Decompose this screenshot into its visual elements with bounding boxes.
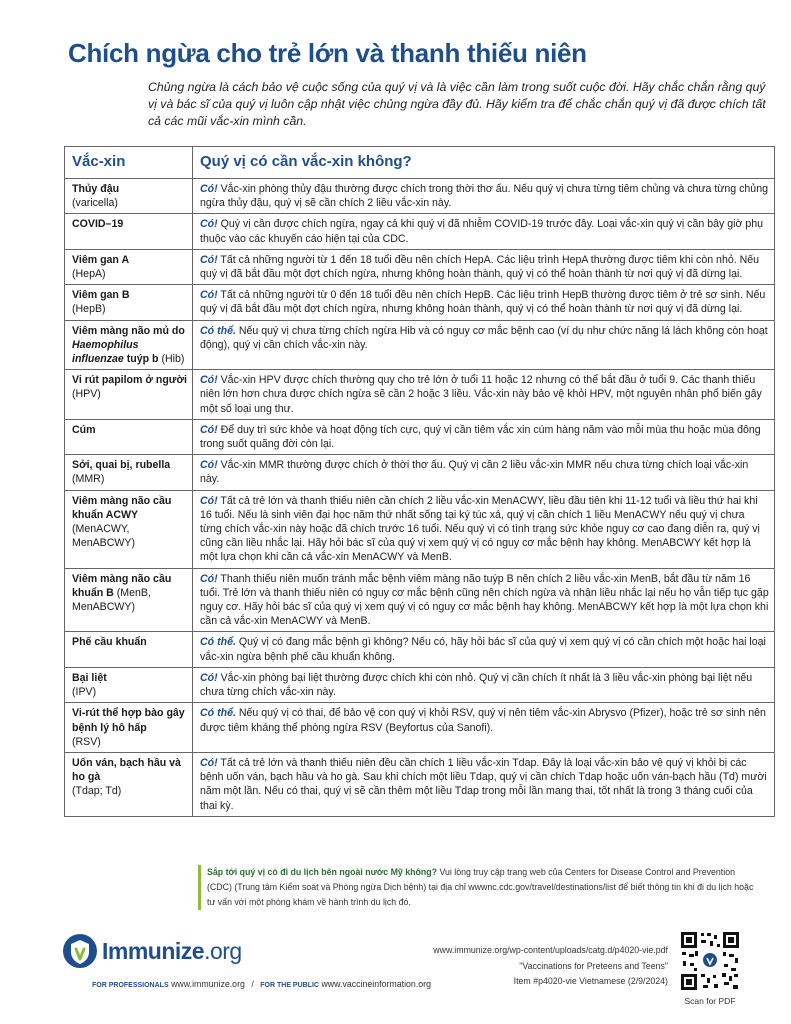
intro-paragraph: Chủng ngừa là cách bảo vệ cuộc sống của quý vị và là việc cần làm trong suốt cuộc đời. Hãy chắc chắn rằng quý vị và bác sĩ của quý vị luôn cập nhật việc chủng ngừa đầy đủ. Hãy kiểm tra để chắc chắn quý vị đã được chích tất cả các mũi vắc-xin mình cần. bbox=[148, 80, 766, 128]
vaccine-abbrev: (MenACWY, MenABCWY) bbox=[72, 523, 135, 550]
answer-text: Tất cả trẻ lớn và thanh thiếu niên cần chích 2 liều vắc-xin MenACWY, liều đầu tiên khi 11-12 tuổi và liều thứ hai khi 16 tuổi. Nếu là sinh viên đại học năm thứ nhất sống tại ký túc xá, quý vị cần chích 1 liều MenACWY nếu quý vị chưa từng chích vắc-xin này hoặc đã chích trước 16 tuổi. Nếu quý vị có tình trạng sức khỏe nguy cơ cao đang diễn ra, quý vị cũng cần liều nhắc lại. Hãy hỏi bác sĩ của quý vị xem quý vị có nguy cơ mắc bệnh hay không. MenABCWY kết hợp là một lựa chọn khi cần cả vắc-xin MenACWY và MenB. bbox=[200, 494, 760, 564]
vaccine-name: Vi-rút thể hợp bào gây bệnh lý hô hấp bbox=[72, 707, 185, 734]
table-row bbox=[65, 703, 775, 753]
footer-links bbox=[92, 979, 431, 989]
answer-label: Có! bbox=[200, 374, 218, 387]
doc-title: "Vaccinations for Preteens and Teens" bbox=[519, 960, 668, 971]
vaccine-cell bbox=[65, 285, 193, 320]
table-row bbox=[65, 320, 775, 370]
answer-label: Có! bbox=[200, 183, 218, 195]
logo-text bbox=[102, 938, 242, 965]
header-vaccine: Vắc-xin bbox=[65, 147, 193, 179]
answer-label: Có thể. bbox=[200, 707, 236, 720]
table-row bbox=[65, 370, 775, 420]
answer-text: Vắc-xin MMR thường được chích ở thời thơ ấu. Quý vị cần 2 liều vắc-xin MMR nếu chưa từng chích loại vắc-xin này. bbox=[200, 459, 749, 486]
vaccine-table bbox=[64, 146, 775, 817]
answer-label: Có! bbox=[200, 572, 218, 585]
vaccine-abbrev: (Hib) bbox=[158, 353, 185, 366]
answer-cell bbox=[193, 249, 775, 284]
answer-label: Có! bbox=[200, 671, 218, 684]
vaccine-abbrev: (MMR) bbox=[72, 473, 105, 486]
vaccine-name: COVID–19 bbox=[72, 218, 124, 231]
vaccine-abbrev: (HepB) bbox=[72, 303, 106, 316]
vaccine-cell bbox=[65, 568, 193, 632]
vaccine-name-italic: Haemophilus influenzae bbox=[72, 338, 139, 366]
vaccine-abbrev: (RSV) bbox=[72, 735, 101, 748]
vaccine-name: Viêm màng não cầu khuẩn ACWY bbox=[72, 494, 172, 521]
answer-text: Quý vị có đang mắc bệnh gì không? Nếu có, hãy hỏi bác sĩ của quý vị xem quý vị có cần chích một hoặc hai loại vắc-xin ngừa bệnh phế cầu khuẩn không. bbox=[200, 636, 766, 663]
immunize-logo[interactable] bbox=[62, 933, 242, 969]
vaccine-abbrev: (varicella) bbox=[72, 197, 118, 210]
item-number: Item #p4020-vie Vietnamese (2/9/2024) bbox=[513, 976, 668, 986]
table-row bbox=[65, 249, 775, 284]
vaccine-cell bbox=[65, 703, 193, 753]
vaccine-name: Viêm gan A bbox=[72, 253, 130, 266]
table-row bbox=[65, 568, 775, 632]
answer-text: Vắc-xin phòng thủy đậu thường được chích trong thời thơ ấu. Nếu quý vị chưa từng tiêm chủng và chưa từng chủng ngừa thủy đậu, quý vị sẽ cần chích 2 liều vắc-xin này. bbox=[200, 183, 768, 210]
vaccine-abbrev: (HPV) bbox=[72, 388, 101, 401]
vaccine-abbrev: (HepA) bbox=[72, 268, 106, 281]
vaccine-cell bbox=[65, 455, 193, 490]
vaccine-name-suffix: tuýp b bbox=[123, 353, 159, 366]
answer-text: Vắc-xin HPV được chích thường quy cho trẻ lớn ở tuổi 11 hoặc 12 nhưng có thể bắt đầu ở tuổi 9. Các thanh thiếu niên lớn hơn chưa được chích ngừa sẽ cần 2 hoặc 3 liều. Vắc-xin này bảo vệ khỏi HPV, một nguyên nhân phổ biến gây một số loại ung thư. bbox=[200, 374, 762, 415]
vaccine-name: Sởi, quai bị, rubella bbox=[72, 459, 171, 472]
public-label: FOR THE PUBLIC bbox=[260, 982, 319, 989]
answer-text: Nếu quý vị chưa từng chích ngừa Hib và có nguy cơ mắc bệnh cao (ví dụ như chức năng lá lách không còn hoạt động), quý vị cần chích vắc-xin này. bbox=[200, 324, 768, 351]
syringe-shield-icon bbox=[62, 933, 98, 969]
table-row bbox=[65, 419, 775, 454]
vaccine-cell bbox=[65, 320, 193, 370]
travel-question: Sắp tới quý vị có đi du lịch bên ngoài nước Mỹ không? bbox=[207, 867, 438, 877]
pro-label: FOR PROFESSIONALS bbox=[92, 982, 169, 989]
page-title: Chích ngừa cho trẻ lớn và thanh thiếu niên bbox=[68, 38, 587, 68]
table-row bbox=[65, 179, 775, 214]
vaccine-name: Bại liệt bbox=[72, 671, 107, 684]
vaccine-name: Phế cầu khuẩn bbox=[72, 636, 147, 649]
answer-label: Có! bbox=[200, 459, 218, 472]
answer-cell bbox=[193, 703, 775, 753]
answer-cell bbox=[193, 752, 775, 816]
table-row bbox=[65, 752, 775, 816]
vaccine-cell bbox=[65, 179, 193, 214]
table-row bbox=[65, 667, 775, 702]
table-header-row bbox=[65, 147, 775, 179]
answer-label: Có! bbox=[200, 756, 218, 769]
table-row bbox=[65, 455, 775, 490]
answer-label: Có! bbox=[200, 423, 218, 436]
answer-cell bbox=[193, 667, 775, 702]
answer-text: Để duy trì sức khỏe và hoạt động tích cực, quý vị cần tiêm vắc xin cúm hàng năm vào mỗi mùa thu hoặc mùa đông trong suốt quãng đời còn lại. bbox=[200, 423, 761, 451]
vaccine-cell bbox=[65, 419, 193, 454]
vaccine-cell bbox=[65, 249, 193, 284]
answer-text: Vắc-xin phòng bại liệt thường được chích khi còn nhỏ. Quý vị cần chích ít nhất là 3 liều vắc-xin phòng bại liệt nếu chưa từng chích vắc-xin này. bbox=[200, 671, 753, 699]
answer-text: Nếu quý vị có thai, để bảo vệ con quý vị khỏi RSV, quý vị nên tiêm vắc-xin Abrysvo (Pfizer), hoặc trẻ sơ sinh nên được tiêm kháng thể phòng ngừa RSV (Beyfortus của Sanofi). bbox=[200, 707, 766, 734]
vaccine-cell bbox=[65, 490, 193, 568]
answer-text: Tất cả trẻ lớn và thanh thiếu niên đều cần chích 1 liều vắc-xin Tdap. Đây là loại vắc-xin bảo vệ quý vị khỏi bị các bệnh uốn ván, bạch hầu và ho gà. Sau khi chích một liều Tdap, quý vị cần chích Tdap hoặc uốn ván-bạch hầu (Td) mười năm một lần. Nếu có thai, quý vị sẽ cần thêm một liều Tdap trong mỗi lần mang thai, tốt nhất là trong 3 tháng cuối của thai kỳ. bbox=[200, 756, 767, 812]
answer-cell bbox=[193, 320, 775, 370]
table-row bbox=[65, 490, 775, 568]
travel-text: Vui lòng truy cập trang web của Centers for Disease Control and Prevention (CDC) (Trung tâm Kiểm soát và Phòng ngừa Dịch bệnh) tại địa chỉ wwwnc.cdc.gov/travel/destinations/list để biết thông tin khi đi du lịch hoặc tư vấn với một phòng khám về hành trình du lịch đó. bbox=[207, 867, 754, 907]
scan-label: Scan for PDF bbox=[684, 996, 736, 1006]
answer-label: Có! bbox=[200, 218, 218, 231]
answer-text: Tất cả những người từ 1 đến 18 tuổi đều nên chích HepA. Các liệu trình HepA thường được tiêm khi còn nhỏ. Nếu quý vị đã bắt đầu một đợt chích ngừa, nhưng không hoàn thành, quý vị có thể hoàn thành từ nơi quý vị đã dừng lại. bbox=[200, 253, 760, 281]
table-row bbox=[65, 632, 775, 667]
vaccine-name: Viêm gan B bbox=[72, 289, 130, 302]
vaccine-name: Vi rút papilom ở người bbox=[72, 374, 187, 387]
answer-label: Có! bbox=[200, 494, 218, 507]
answer-cell bbox=[193, 568, 775, 632]
vaccine-name: Cúm bbox=[72, 423, 96, 436]
logo-org: .org bbox=[204, 937, 242, 964]
vaccine-abbrev: (Tdap; Td) bbox=[72, 785, 122, 798]
vaccine-abbrev: (IPV) bbox=[72, 686, 97, 699]
answer-label: Có! bbox=[200, 289, 218, 302]
answer-text: Tất cả những người từ 0 đến 18 tuổi đều nên chích HepB. Các liệu trình HepB thường được tiêm ở trẻ sơ sinh. Nếu quý vị đã bắt đầu một đợt chích ngừa, nhưng không hoàn thành, quý vị có thể hoàn thành từ nơi quý vị đã dừng lại. bbox=[200, 289, 766, 316]
vaccine-cell bbox=[65, 632, 193, 667]
vaccine-cell bbox=[65, 370, 193, 420]
answer-cell bbox=[193, 419, 775, 454]
vaccine-name: Viêm màng não cầu khuẩn B bbox=[72, 572, 172, 599]
vaccine-name: Viêm màng não mủ do bbox=[72, 324, 185, 337]
logo-main: Immunize bbox=[102, 937, 205, 964]
vaccine-abbrev: (MenB, MenABCWY) bbox=[72, 586, 151, 614]
vaccine-name: Uốn ván, bạch hầu và ho gà bbox=[72, 756, 181, 784]
pdf-url[interactable]: www.immunize.org/wp-content/uploads/catg.d/p4020-vie.pdf bbox=[433, 945, 668, 955]
travel-note bbox=[198, 865, 758, 910]
vaccine-cell bbox=[65, 214, 193, 249]
table-row bbox=[65, 285, 775, 320]
header-question: Quý vị có cần vắc-xin không? bbox=[193, 147, 775, 179]
link-separator: / bbox=[251, 979, 254, 989]
answer-cell bbox=[193, 179, 775, 214]
answer-cell bbox=[193, 370, 775, 420]
answer-label: Có! bbox=[200, 253, 218, 266]
table-row bbox=[65, 214, 775, 249]
public-link[interactable]: www.vaccineinformation.org bbox=[321, 979, 431, 989]
answer-cell bbox=[193, 490, 775, 568]
vaccine-name: Thủy đậu bbox=[72, 183, 120, 195]
answer-label: Có thể. bbox=[200, 636, 236, 649]
pro-link[interactable]: www.immunize.org bbox=[171, 979, 245, 989]
answer-cell bbox=[193, 214, 775, 249]
answer-label: Có thể. bbox=[200, 324, 236, 337]
answer-cell bbox=[193, 632, 775, 667]
vaccine-cell bbox=[65, 667, 193, 702]
qr-code-icon[interactable] bbox=[679, 930, 741, 992]
answer-cell bbox=[193, 455, 775, 490]
answer-cell bbox=[193, 285, 775, 320]
vaccine-cell bbox=[65, 752, 193, 816]
answer-text: Quý vị cần được chích ngừa, ngay cả khi quý vị đã nhiễm COVID-19 trước đây. Loại vắc-xin quý vị cần bây giờ phụ thuộc vào các khuyến cáo hiện tại của CDC. bbox=[200, 218, 764, 245]
footer-doc-info bbox=[396, 943, 668, 990]
answer-text: Thanh thiếu niên muốn tránh mắc bệnh viêm màng não tuýp B nên chích 2 liều vắc-xin MenB, bắt đầu từ năm 16 tuổi. Trẻ lớn và thanh thiếu niên có nguy cơ mắc bệnh cũng nên chích ngừa và nhận liều nhắc lại nếu họ vẫn tiếp tục gặp nguy cơ. Hãy hỏi bác sĩ của quý vị xem quý vị có nguy cơ mắc bệnh hay không. MenABCWY kết hợp là một lựa chọn khi cần cả vắc-xin MenACWY và MenB. bbox=[200, 572, 769, 628]
